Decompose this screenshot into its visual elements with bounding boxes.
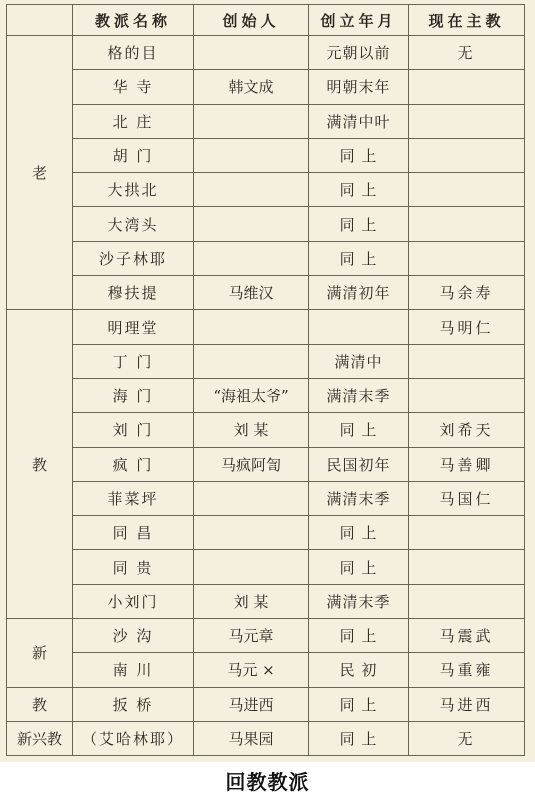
cell-name: 明理堂 [73, 310, 194, 344]
cell-teacher: 马震武 [409, 619, 525, 653]
group-label-new-a: 新 [7, 619, 73, 688]
cell-founded: 满清初年 [309, 276, 409, 310]
cell-name: 沙子林耶 [73, 241, 194, 275]
figure-caption: 回教教派 [225, 770, 310, 794]
table-row [7, 310, 525, 344]
cell-founded: 同 上 [309, 138, 409, 172]
header-teacher: 现在主教 [409, 5, 525, 36]
cell-founded: 民 初 [309, 653, 409, 687]
cell-teacher: 马余寿 [409, 276, 525, 310]
cell-name: 北 庄 [73, 104, 194, 138]
cell-founder [194, 550, 309, 584]
cell-founder [194, 138, 309, 172]
cell-name: 穆扶提 [73, 276, 194, 310]
cell-founder [194, 481, 309, 515]
cell-teacher: 马进西 [409, 687, 525, 721]
cell-name: 大湾头 [73, 207, 194, 241]
cell-teacher: 马国仁 [409, 481, 525, 515]
table-row [7, 173, 525, 207]
table-row [7, 378, 525, 412]
table-row [7, 516, 525, 550]
cell-teacher [409, 138, 525, 172]
group-label-old-a: 老 [7, 36, 73, 310]
cell-founder [194, 310, 309, 344]
cell-founder: 马维汉 [194, 276, 309, 310]
cell-founded: 同 上 [309, 619, 409, 653]
cell-founded [309, 310, 409, 344]
cell-teacher: 马重雍 [409, 653, 525, 687]
cell-founded: 同 上 [309, 721, 409, 755]
cell-teacher: 无 [409, 721, 525, 755]
cell-name: 小刘门 [73, 584, 194, 618]
cell-teacher [409, 516, 525, 550]
cell-teacher [409, 70, 525, 104]
cell-founded: 同 上 [309, 241, 409, 275]
cell-name: 同 贵 [73, 550, 194, 584]
cell-founder: 刘 某 [194, 584, 309, 618]
cell-teacher [409, 173, 525, 207]
table-row [7, 241, 525, 275]
table-row [7, 36, 525, 70]
header-founder: 创始人 [194, 5, 309, 36]
cell-founded: 同 上 [309, 516, 409, 550]
cell-name: 海 门 [73, 378, 194, 412]
cell-founder [194, 36, 309, 70]
cell-founder: 马疯阿訇 [194, 447, 309, 481]
cell-name: 刘 门 [73, 413, 194, 447]
header-group [7, 5, 73, 36]
cell-name: 胡 门 [73, 138, 194, 172]
cell-founder: 马进西 [194, 687, 309, 721]
cell-teacher [409, 207, 525, 241]
cell-founder: 韩文成 [194, 70, 309, 104]
table-row [7, 276, 525, 310]
cell-name: 菲菜坪 [73, 481, 194, 515]
cell-teacher [409, 378, 525, 412]
cell-name: 同 昌 [73, 516, 194, 550]
cell-founded: 明朝末年 [309, 70, 409, 104]
cell-founder [194, 516, 309, 550]
cell-founded: 满清中 [309, 344, 409, 378]
group-label-new-b: 教 [7, 687, 73, 721]
cell-teacher: 马明仁 [409, 310, 525, 344]
table-row [7, 721, 525, 755]
cell-teacher [409, 344, 525, 378]
cell-teacher [409, 584, 525, 618]
cell-founder [194, 173, 309, 207]
header-name: 教派名称 [73, 5, 194, 36]
cell-teacher [409, 241, 525, 275]
cell-founded: 同 上 [309, 687, 409, 721]
table-row [7, 687, 525, 721]
table-row [7, 619, 525, 653]
table-row [7, 413, 525, 447]
cell-founder: 马元 × [194, 653, 309, 687]
cell-teacher: 马善卿 [409, 447, 525, 481]
table-row [7, 584, 525, 618]
table-row [7, 104, 525, 138]
cell-founded: 同 上 [309, 173, 409, 207]
cell-founder: 马果园 [194, 721, 309, 755]
table-row [7, 207, 525, 241]
cell-founded: 同 上 [309, 207, 409, 241]
cell-name: 沙 沟 [73, 619, 194, 653]
table-row [7, 653, 525, 687]
table-row [7, 138, 525, 172]
cell-name: 大拱北 [73, 173, 194, 207]
header-row [7, 5, 525, 36]
cell-founded: 民国初年 [309, 447, 409, 481]
cell-founder [194, 241, 309, 275]
cell-founder [194, 344, 309, 378]
cell-founder: “海祖太爷” [194, 378, 309, 412]
cell-founded: 满清末季 [309, 481, 409, 515]
header-founded: 创立年月 [309, 5, 409, 36]
cell-founded: 满清中叶 [309, 104, 409, 138]
cell-founded: 元朝以前 [309, 36, 409, 70]
cell-founder [194, 207, 309, 241]
cell-teacher: 刘希天 [409, 413, 525, 447]
cell-founder [194, 104, 309, 138]
table-row [7, 447, 525, 481]
cell-founder: 刘 某 [194, 413, 309, 447]
cell-name: 格的目 [73, 36, 194, 70]
cell-founded: 满清末季 [309, 584, 409, 618]
cell-name: 南 川 [73, 653, 194, 687]
cell-name: 疯 门 [73, 447, 194, 481]
cell-founder: 马元章 [194, 619, 309, 653]
table-row [7, 344, 525, 378]
cell-name: 丁 门 [73, 344, 194, 378]
cell-name: 华 寺 [73, 70, 194, 104]
cell-teacher: 无 [409, 36, 525, 70]
table-row [7, 481, 525, 515]
group-label-old-b: 教 [7, 310, 73, 619]
cell-teacher [409, 550, 525, 584]
cell-teacher [409, 104, 525, 138]
cell-founded: 同 上 [309, 413, 409, 447]
cell-name: （艾哈林耶） [73, 721, 194, 755]
sect-table [6, 4, 525, 756]
table-row [7, 70, 525, 104]
cell-founded: 同 上 [309, 550, 409, 584]
cell-founded: 满清末季 [309, 378, 409, 412]
table-row [7, 550, 525, 584]
group-label-newrise: 新兴教 [7, 721, 73, 755]
cell-name: 扳 桥 [73, 687, 194, 721]
